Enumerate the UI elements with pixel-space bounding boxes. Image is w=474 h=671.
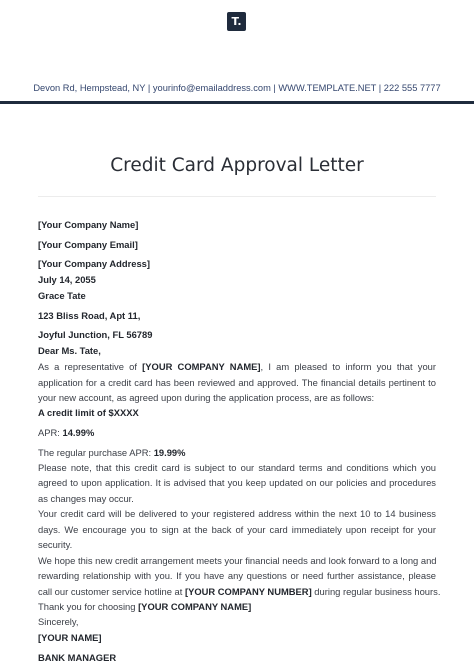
paragraph-terms-line: Please note, that this credit card is subject to our standard terms and conditions which you xyxy=(38,462,436,473)
header-divider xyxy=(0,101,474,104)
paragraph-closing-line: rewarding relationship with you. If you have any questions or need further assistance, please xyxy=(38,570,436,581)
paragraph-closing-line: We hope this new credit arrangement meets your financial needs and look forward to a long and xyxy=(38,555,437,566)
recipient-city: Joyful Junction, FL 56789 xyxy=(38,329,153,340)
company-number: [YOUR COMPANY NUMBER] xyxy=(184,586,312,597)
purchase-apr-value: 19.99% xyxy=(153,447,186,458)
paragraph-delivery-line: Your credit card will be delivered to your registered address within the next 10 to 14 business xyxy=(38,508,436,519)
thanks-company-name: [YOUR COMPANY NAME] xyxy=(138,601,252,612)
signer-title: BANK MANAGER xyxy=(38,652,117,663)
intro-text-cont: , I am pleased to inform you that your xyxy=(260,361,436,372)
recipient-street: 123 Bliss Road, Apt 11, xyxy=(38,310,141,321)
apr-label: APR: xyxy=(38,427,63,438)
paragraph-terms-line: as changes may occur. xyxy=(38,493,134,504)
signer-name: [YOUR NAME] xyxy=(38,632,102,643)
apr-line xyxy=(38,427,436,439)
intro-company-name: [YOUR COMPANY NAME] xyxy=(142,361,261,372)
recipient-name: Grace Tate xyxy=(38,290,86,301)
hotline-text-cont: during regular business hours. xyxy=(311,586,441,597)
closing: Sincerely, xyxy=(38,616,79,627)
paragraph-intro-line: application for a credit card has been reviewed and approved. The financial details pertinent to xyxy=(38,377,436,388)
thanks-line xyxy=(38,601,436,613)
title-divider xyxy=(38,196,436,197)
paragraph-delivery-line: days. We encourage you to sign at the back of your card immediately upon receipt for your xyxy=(38,524,436,535)
apr-value: 14.99% xyxy=(62,427,95,438)
credit-limit: A credit limit of $XXXX xyxy=(38,407,139,418)
salutation: Dear Ms. Tate, xyxy=(38,345,101,356)
company-name: [Your Company Name] xyxy=(38,219,139,230)
paragraph-intro-line xyxy=(38,361,436,373)
hotline-text: call our customer service hotline at xyxy=(38,586,185,597)
purchase-apr-line xyxy=(38,447,436,459)
company-address: [Your Company Address] xyxy=(38,258,150,269)
letter-date: July 14, 2055 xyxy=(38,274,96,285)
paragraph-terms-line: agreed to upon application. It is advised that you keep updated on our policies and procedures xyxy=(38,477,436,488)
letter-title: Credit Card Approval Letter xyxy=(110,155,364,176)
paragraph-delivery-line: security. xyxy=(38,539,73,550)
brand-logo-icon: T. xyxy=(227,12,246,31)
paragraph-intro-line: your new account, as agreed upon during the application process, are as follows: xyxy=(38,392,375,403)
intro-text: As a representative of xyxy=(38,361,143,372)
thanks-text: Thank you for choosing xyxy=(38,601,139,612)
paragraph-closing-line xyxy=(38,586,441,598)
company-email: [Your Company Email] xyxy=(38,239,138,250)
contact-line: Devon Rd, Hempstead, NY | yourinfo@emailaddress.com | WWW.TEMPLATE.NET | 222 555 7777 xyxy=(33,83,441,93)
purchase-apr-label: The regular purchase APR: xyxy=(38,447,154,458)
